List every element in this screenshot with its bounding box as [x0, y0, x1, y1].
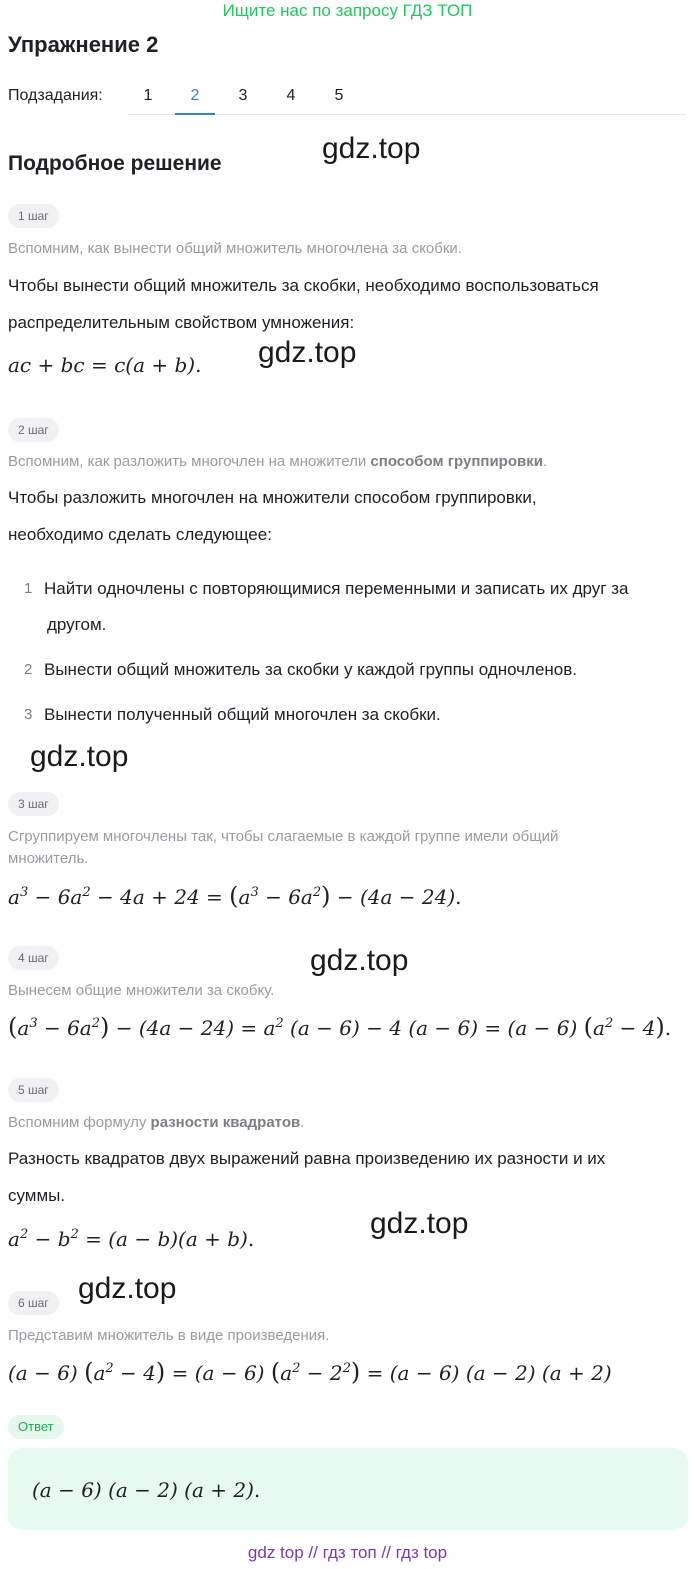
step-badge: 1 шаг [8, 204, 59, 228]
subtask-tab-3[interactable]: 3 [238, 87, 248, 104]
watermark: gdz.top [78, 1272, 177, 1305]
list-item: Найти одночлены с повторяющимися переменными и записать их друг за [44, 579, 629, 598]
step-hint: Вспомним, как разложить многочлен на множители способом группировки. [8, 453, 548, 470]
section-title: Подробное решение [8, 152, 222, 175]
subtask-tab-1[interactable]: 1 [143, 87, 153, 104]
step-hint: Представим множитель в виде произведения. [8, 1327, 330, 1344]
subtask-tab-2[interactable]: 2 [190, 87, 200, 104]
step-hint: множитель. [8, 850, 89, 867]
watermark: gdz.top [322, 132, 421, 165]
step-text: суммы. [8, 1186, 66, 1205]
list-item: Вынести полученный общий многочлен за скобки. [44, 705, 441, 724]
list-item: Вынести общий множитель за скобки у каждой группы одночленов. [44, 660, 578, 679]
list-item-number: 2 [24, 661, 33, 678]
step-hint: Сгруппируем многочлены так, чтобы слагаемые в каждой группе имели общий [8, 828, 559, 845]
step-text: Чтобы вынести общий множитель за скобки, необходимо воспользоваться [8, 276, 599, 295]
watermark: gdz.top [370, 1207, 469, 1240]
list-item-number: 3 [24, 706, 33, 723]
answer-badge: Ответ [8, 1415, 64, 1439]
formula: ac + bc = c(a + b). [8, 353, 202, 377]
page-title: Упражнение 2 [8, 32, 159, 57]
watermark: gdz.top [30, 740, 129, 773]
subtask-tab-4[interactable]: 4 [286, 87, 296, 104]
formula: (a − 6) $(a^2 - 4) = (a - 6) (a^2 - 2^2) = (a - 6) (a - 2) (a + 2)$ [8, 1358, 612, 1386]
subtask-tab-5[interactable]: 5 [334, 87, 344, 104]
step-text: Разность квадратов двух выражений равна произведению их разности и их [8, 1149, 606, 1168]
formula: $a^3 - 6a^2 - 4a + 24 = (a^3 - 6a^2) - (4a - 24)$. [8, 882, 462, 910]
step-text: Чтобы разложить многочлен на множители способом группировки, [8, 488, 537, 507]
answer-formula: (a − 6) (a − 2) (a + 2). [32, 1478, 261, 1502]
step-hint: Вспомним формулу разности квадратов. [8, 1114, 305, 1131]
step-badge: 3 шаг [8, 792, 59, 816]
active-tab-indicator [175, 113, 215, 115]
list-item-number: 1 [24, 580, 33, 597]
step-text: распределительным свойством умножения: [8, 313, 355, 332]
step-hint: Вспомним, как вынести общий множитель многочлена за скобки. [8, 240, 462, 257]
formula: $a^2 - b^2 = (a - b)(a + b)$. [8, 1227, 255, 1251]
list-item: другом. [47, 615, 107, 634]
formula: $(a^3 - 6a^2) - (4a - 24) = a^2$ (a − 6) − 4 (a − 6) = (a − 6) $(a^2 - 4)$. [8, 1013, 672, 1041]
step-badge: 2 шаг [8, 418, 59, 442]
step-badge: 6 шаг [8, 1291, 59, 1315]
search-banner: Ищите нас по запросу ГДЗ ТОП [222, 1, 473, 20]
step-badge: 5 шаг [8, 1078, 59, 1102]
step-badge: 4 шаг [8, 946, 59, 970]
watermark: gdz.top [258, 336, 357, 369]
step-text: необходимо сделать следующее: [8, 525, 272, 544]
footer-links[interactable]: gdz top // гдз топ // гдз top [247, 1543, 448, 1562]
step-hint: Вынесем общие множители за скобку. [8, 982, 275, 999]
watermark: gdz.top [310, 944, 409, 977]
subtasks-label: Подзадания: [8, 87, 103, 104]
